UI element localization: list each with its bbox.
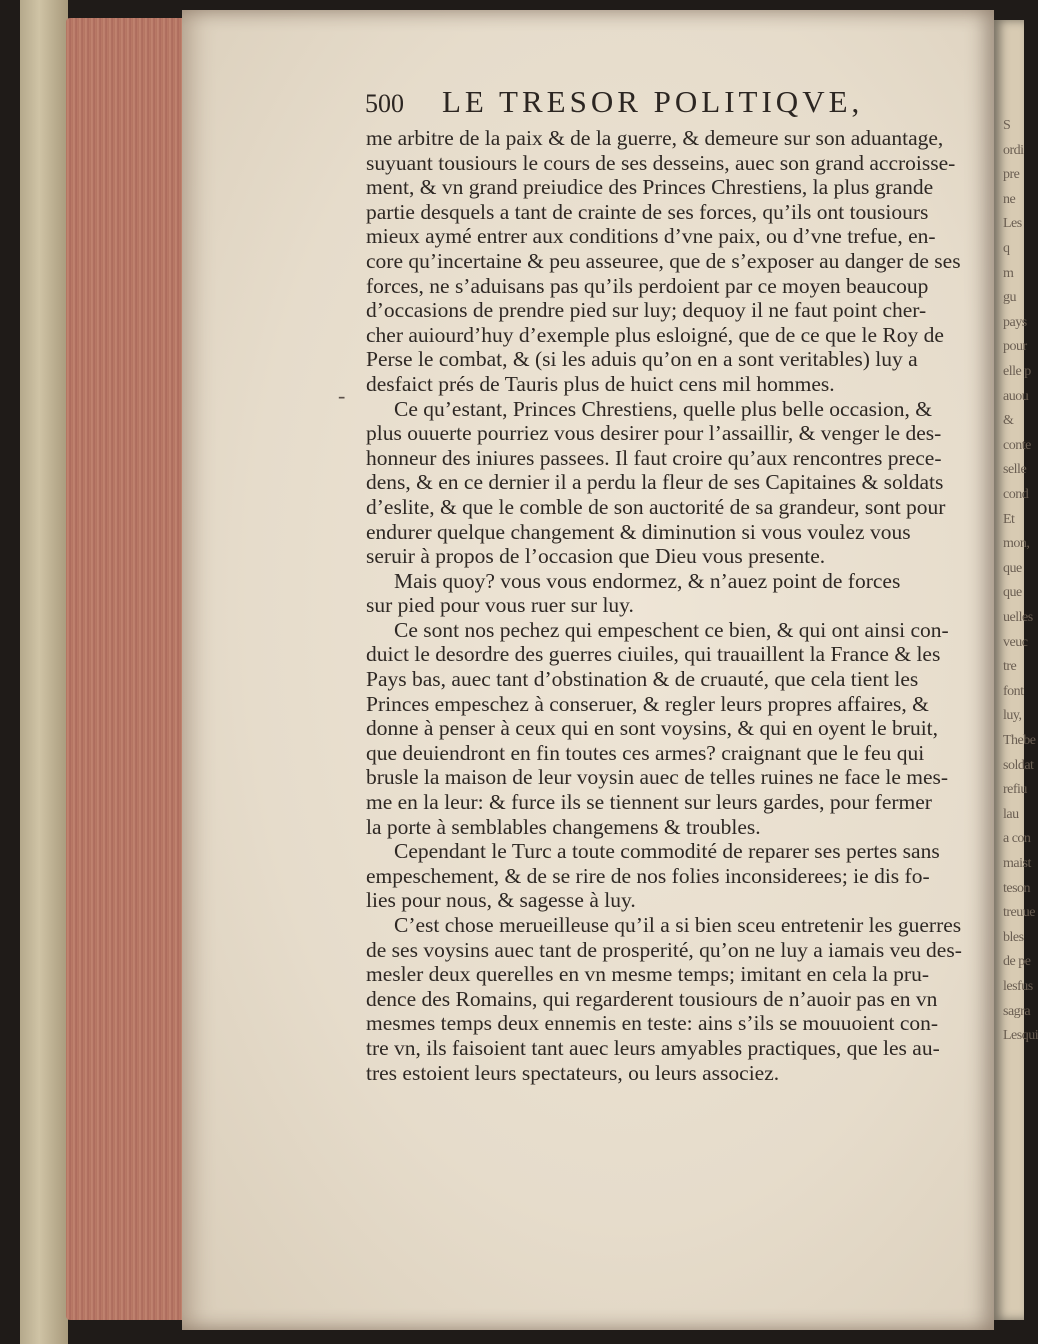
text-line: me en la leur: & furce ils se tiennent sur leurs gardes, pour fermer <box>366 790 932 815</box>
facing-line-fragment: teson <box>1003 880 1031 896</box>
facing-line-fragment: auou <box>1003 388 1029 404</box>
text-line: de ses voysins auec tant de prosperité, qu’on ne luy a iamais veu des- <box>366 937 962 962</box>
facing-line-fragment: pour <box>1003 339 1027 355</box>
facing-line-fragment: tre <box>1003 659 1017 675</box>
text-line: Cependant le Turc a toute commodité de reparer ses pertes sans <box>394 839 940 864</box>
facing-line-fragment: pays <box>1003 314 1027 330</box>
text-line: tre vn, ils faisoient tant auec leurs amyables practiques, que les au- <box>366 1035 940 1060</box>
facing-line-fragment: ne <box>1003 191 1016 207</box>
text-line: desfaict prés de Tauris plus de huict cens mil hommes. <box>366 371 835 396</box>
text-line: partie desquels a tant de crainte de ses forces, qu’ils ont tousiours <box>366 199 929 224</box>
text-line: seruir à propos de l’occasion que Dieu vous presente. <box>366 544 826 569</box>
text-line: me arbitre de la paix & de la guerre, & demeure sur son aduantage, <box>366 126 944 150</box>
facing-line-fragment: mon, <box>1003 536 1030 552</box>
facing-line-fragment: m <box>1003 265 1014 281</box>
text-line: brusle la maison de leur voysin auec de telles ruines ne face le mes- <box>366 765 949 790</box>
text-line: endurer quelque changement & diminution si vous voulez vous <box>366 519 911 544</box>
facing-line-fragment: refiu <box>1003 782 1027 798</box>
text-line: mesler deux querelles en vn mesme temps; imitant en cela la pru- <box>366 962 929 987</box>
text-line: mieux aymé entrer aux conditions d’vne paix, ou d’vne trefue, en- <box>366 224 936 249</box>
text-line: Princes empeschez à conseruer, & regler leurs propres affaires, & <box>366 691 929 716</box>
text-line: que deuiendront en fin toutes ces armes? craignant que le feu qui <box>366 740 925 765</box>
facing-line-fragment: & <box>1003 413 1014 429</box>
facing-line-fragment: q <box>1003 241 1010 256</box>
facing-line-fragment: selle <box>1003 462 1027 478</box>
facing-line-fragment: ordi <box>1003 142 1024 158</box>
facing-line-fragment: font <box>1003 683 1024 699</box>
text-line: donne à penser à ceux qui en sont voysins, & qui en oyent le bruit, <box>366 716 939 741</box>
text-line: Mais quoy? vous vous endormez, & n’auez point de forces <box>394 568 901 593</box>
text-line: dens, & en ce dernier il a perdu la fleur de ses Capitaines & soldats <box>366 470 944 495</box>
facing-line-fragment: maist <box>1003 856 1031 871</box>
page-edges <box>66 18 184 1320</box>
facing-line-fragment: soldat <box>1003 757 1034 773</box>
text-line: dence des Romains, qui regarderent tousiours de n’auoir pas en vn <box>366 986 938 1011</box>
facing-line-fragment: pre <box>1003 167 1020 183</box>
text-line: honneur des iniures passees. Il faut croire qu’aux rencontres prece- <box>366 445 942 470</box>
facing-line-fragment: Et <box>1003 511 1015 527</box>
page-header <box>365 84 945 120</box>
facing-line-fragment: que <box>1003 560 1022 576</box>
text-line: lies pour nous, & sagesse à luy. <box>366 888 636 913</box>
text-line: tres estoient leurs spectateurs, ou leurs associez. <box>366 1060 780 1085</box>
text-line: ment, & vn grand preiudice des Princes Chrestiens, la plus grande <box>366 175 934 200</box>
text-line: C’est chose merueilleuse qu’il a si bien sceu entretenir les guerres <box>394 913 962 937</box>
facing-line-fragment: gu <box>1003 290 1016 306</box>
text-line: forces, ne s’aduisans pas qu’ils perdoient par ce moyen beaucoup <box>366 273 929 298</box>
book-spine <box>20 0 68 1344</box>
text-line: sur pied pour vous ruer sur luy. <box>366 593 634 618</box>
margin-mark: - <box>338 383 346 408</box>
facing-line-fragment: luy, <box>1003 708 1022 724</box>
facing-line-fragment: veuc <box>1003 634 1028 650</box>
facing-line-fragment: lau <box>1003 806 1019 822</box>
text-line: plus ouuerte pourriez vous desirer pour l’assaillir, & venger le des- <box>366 421 942 446</box>
text-line: d’eslite, & que le comble de son auctorité de sa grandeur, sont pour <box>366 494 946 519</box>
text-line: mesmes temps deux ennemis en teste: ains s’ils se mouuoient con- <box>366 1011 939 1036</box>
text-line: d’occasions de prendre pied sur luy; dequoy il ne faut point cher- <box>366 298 927 323</box>
text-line: Ce qu’estant, Princes Chrestiens, quelle plus belle occasion, & <box>394 396 932 421</box>
facing-line-fragment: treuue <box>1003 905 1035 921</box>
text-line: cher auiourd’huy d’exemple plus esloigné, que de ce que le Roy de <box>366 322 944 347</box>
facing-line-fragment: de pe <box>1003 954 1031 970</box>
facing-line-fragment: elle p <box>1003 364 1031 379</box>
facing-line-fragment: S <box>1003 118 1011 133</box>
facing-line-fragment: conte <box>1003 437 1031 453</box>
folio-number: 500 <box>365 89 404 118</box>
facing-line-fragment: bles <box>1003 929 1024 945</box>
text-line: Pays bas, auec tant d’obstination & de cruauté, que cela tient les <box>366 667 919 692</box>
facing-line-fragment: sagra <box>1003 1003 1031 1019</box>
facing-line-fragment: lesfus <box>1003 979 1033 994</box>
body-text <box>366 126 984 1085</box>
facing-line-fragment: Lesqui <box>1003 1028 1038 1044</box>
text-line: empeschement, & de se rire de nos folies inconsiderees; ie dis fo- <box>366 863 930 888</box>
facing-line-fragment: uelles <box>1003 610 1033 625</box>
text-line: Perse le combat, & (si les aduis qu’on en a sont veritables) luy a <box>366 347 918 372</box>
text-line: Ce sont nos pechez qui empeschent ce bien, & qui ont ainsi con- <box>394 617 949 642</box>
facing-line-fragment: Thebe <box>1003 733 1036 748</box>
text-line: la porte à semblables changemens & troubles. <box>366 814 761 839</box>
running-title: LE TRESOR POLITIQVE, <box>442 84 864 119</box>
facing-line-fragment: a con <box>1003 831 1031 847</box>
text-line: duict le desordre des guerres ciuiles, qui trauaillent la France & les <box>366 642 941 667</box>
facing-line-fragment: Les <box>1003 216 1022 232</box>
text-line: core qu’incertaine & peu asseuree, que de s’exposer au danger de ses <box>366 248 961 273</box>
facing-line-fragment: cond <box>1003 487 1029 502</box>
facing-line-fragment: que <box>1003 585 1022 601</box>
text-line: suyuant tousiours le cours de ses desseins, auec son grand accroisse- <box>366 150 956 175</box>
